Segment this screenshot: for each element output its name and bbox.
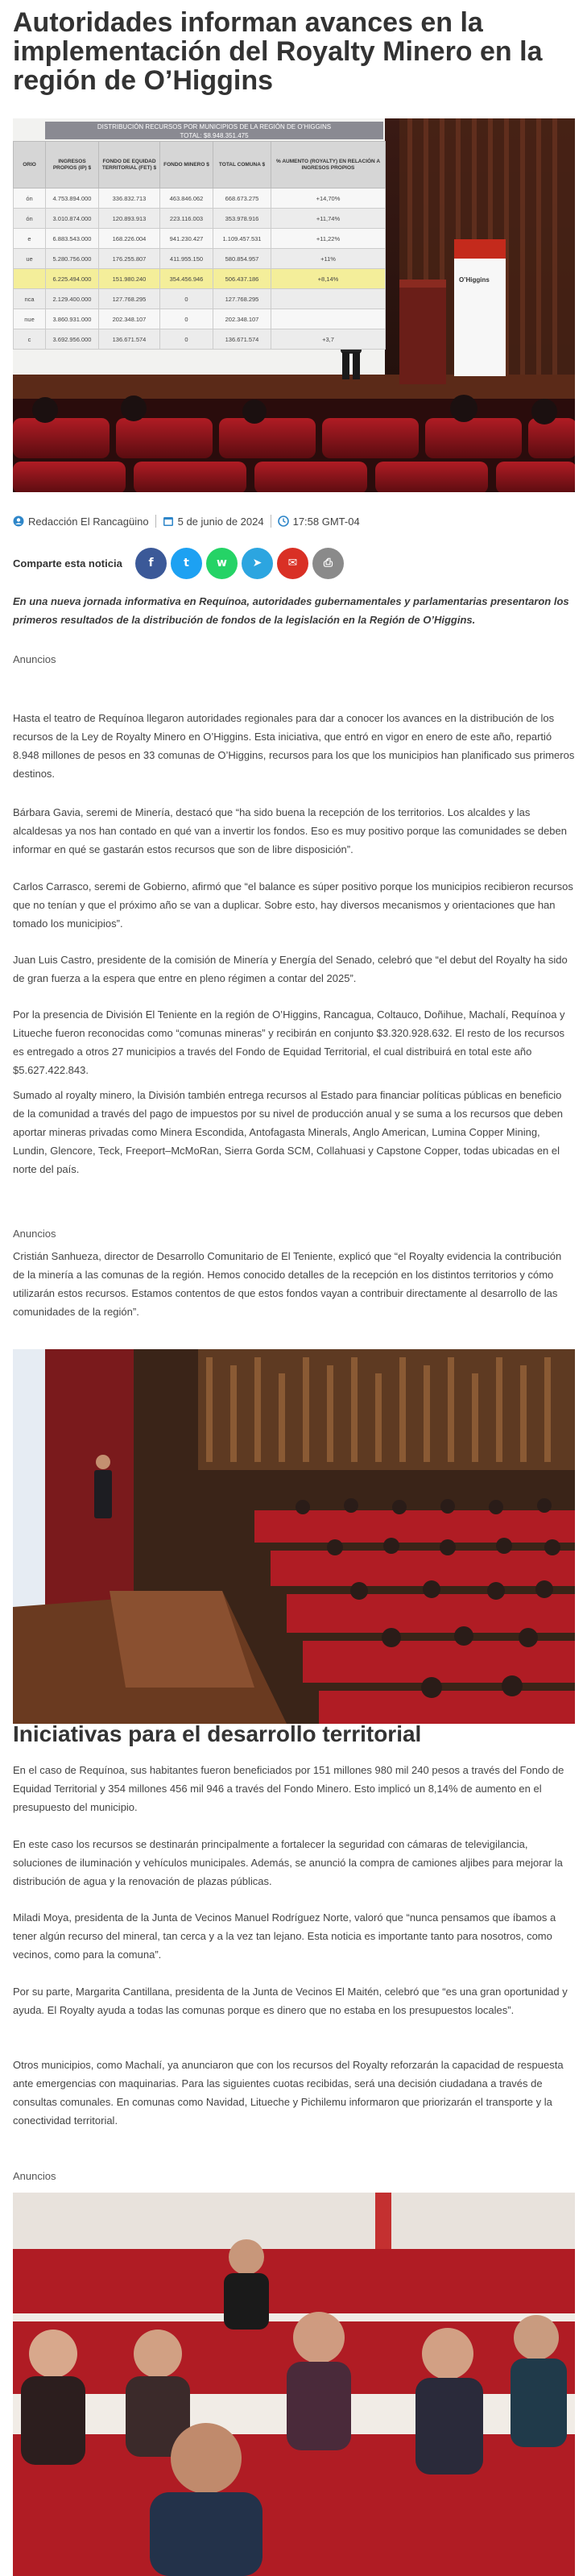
slide-cell: 941.230.427 [160, 229, 213, 249]
slide-cell: 668.673.275 [213, 188, 271, 209]
slide-cell: 506.437.186 [213, 269, 271, 289]
slide-cell: +11% [271, 249, 386, 269]
slide-title: DISTRIBUCIÓN RECURSOS POR MUNICIPIOS DE LA REGIÓN DE O’HIGGINS [97, 123, 332, 130]
slide-header-cell: % AUMENTO (ROYALTY) EN RELACIÓN A INGRESOS PROPIOS [271, 142, 386, 188]
slide-cell: nue [14, 309, 46, 329]
telegram-icon: ➤ [252, 557, 262, 569]
paragraph: Bárbara Gavia, seremi de Minería, destacó que “ha sido buena la recepción de los territorios. Los alcaldes y las alcaldesas ya nos han contado en qué van a invertir los fondos. Eso es muy positivo porque las comunidades se deben informar en qué se gastarán estos recursos que son de libre disposición”. [13, 806, 567, 855]
paragraph: En este caso los recursos se destinarán principalmente a fortalecer la seguridad con cámaras de televigilancia, soluciones de iluminación y vehículos municipales. Además, se anunció la compra de camiones aljibes para mejorar la distribución de agua y la renovación de plazas públicas. [13, 1838, 563, 1887]
paragraph: Miladi Moya, presidenta de la Junta de Vecinos Manuel Rodríguez Norte, valoró que “nunca pensamos que íbamos a tener algún recurso del mineral, tan cerca y a la vez tan lejano. Esta noticia es importante tanto para nosotros, como vecinos, como para la comuna”. [13, 1911, 556, 1961]
slide-table [13, 118, 385, 375]
slide-cell: 202.348.107 [213, 309, 271, 329]
paragraph: Carlos Carrasco, seremi de Gobierno, afirmó que “el balance es súper positivo porque los municipios recibieron recursos que no tenían y que el próximo año se van a duplicar. Sobre esto, hay diversos mecanismos y orientaciones que han tomado los municipios”. [13, 880, 573, 930]
telegram-share-button[interactable] [242, 548, 273, 579]
slide-cell: 127.768.295 [99, 289, 160, 309]
facebook-icon: f [148, 557, 154, 569]
ads-label: Anuncios [13, 1228, 56, 1240]
twitter-share-button[interactable] [171, 548, 202, 579]
slide-cell: 4.753.894.000 [46, 188, 99, 209]
slide-cell: 0 [160, 309, 213, 329]
paragraph: Hasta el teatro de Requínoa llegaron autoridades regionales para dar a conocer los avances en la distribución de los recursos de la Ley de Royalty Minero en O’Higgins. Esta iniciativa, que entró en vigor en enero de este año, repartió 8.948 millones de pesos en 33 comunas de O’Higgins, recursos para los que los municipios han planificado sus primeros destinos. [13, 712, 575, 780]
section-heading: Iniciativas para el desarrollo territorial [13, 1721, 422, 1746]
clock-icon [278, 516, 289, 527]
paragraph: Otros municipios, como Machalí, ya anunciaron que con los recursos del Royalty reforzarán la capacidad de respuesta ante emergencias con maquinarias. Para las siguientes cuotas recibidas, será una decisión ciudadana a través de consultas comunales. En comunas como Navidad, Litueche y Pichilemu informaron que priorizarán el transporte y la conectividad territorial. [13, 2059, 564, 2127]
slide-cell: +11,22% [271, 229, 386, 249]
slide-cell [14, 269, 46, 289]
email-share-button[interactable] [277, 548, 308, 579]
slide-cell: 168.226.004 [99, 229, 160, 249]
slide-header-cell: ORIO [14, 142, 46, 188]
slide-cell: 3.860.931.000 [46, 309, 99, 329]
hero-photo [13, 118, 575, 492]
slide-cell: 0 [160, 289, 213, 309]
slide-cell: 336.832.713 [99, 188, 160, 209]
slide-row [14, 188, 386, 209]
slide-cell: 2.129.400.000 [46, 289, 99, 309]
ads-label: Anuncios [13, 2170, 56, 2182]
slide-cell: 6.883.543.000 [46, 229, 99, 249]
theater-scene [13, 1349, 575, 1724]
whatsapp-icon: w [217, 557, 227, 569]
slide-data-table [13, 141, 386, 350]
slide-header-cell: INGRESOS PROPIOS (IP) $ [46, 142, 99, 188]
audience-closeup-photo [13, 2193, 575, 2576]
slide-cell: nca [14, 289, 46, 309]
slide-cell: 411.955.150 [160, 249, 213, 269]
slide-cell: +11,74% [271, 209, 386, 229]
slide-cell: +3,7 [271, 329, 386, 350]
twitter-icon: t [184, 557, 189, 569]
email-icon: ✉ [287, 557, 298, 569]
slide-row [14, 309, 386, 329]
slide-cell: c [14, 329, 46, 350]
slide-header-cell: FONDO DE EQUIDAD TERRITORIAL (FET) $ [99, 142, 160, 188]
audience-scene [13, 2193, 575, 2576]
paragraph: Por su parte, Margarita Cantillana, presidenta de la Junta de Vecinos El Maitén, celebró que “es una gran oportunidad y ayuda. El Royalty ayuda a todas las comunas porque es dinero que no estaba en los presupuestos locales”. [13, 1986, 568, 2016]
slide-row [14, 269, 386, 289]
author-name[interactable]: Redacción El Rancagüino [28, 515, 149, 528]
slide-cell: 136.671.574 [99, 329, 160, 350]
slide-cell: e [14, 229, 46, 249]
theater-audience-photo [13, 1349, 575, 1724]
article-meta [13, 513, 360, 529]
slide-cell: ón [14, 188, 46, 209]
slide-total: TOTAL: $8.948.351.475 [180, 132, 249, 139]
facebook-share-button[interactable] [135, 548, 167, 579]
slide-row [14, 249, 386, 269]
slide-cell: 176.255.807 [99, 249, 160, 269]
paragraph: Juan Luis Castro, presidente de la comisión de Minería y Energía del Senado, celebró que “el debut del Royalty ha sido de gran fuerza a la espera que entre en pleno régimen a contar del 2025”. [13, 954, 568, 984]
slide-banner-label: O’Higgins [459, 276, 490, 284]
slide-cell [271, 309, 386, 329]
slide-row [14, 289, 386, 309]
slide-header-cell: TOTAL COMUNA $ [213, 142, 271, 188]
slide-cell: 151.980.240 [99, 269, 160, 289]
slide-cell: 223.116.003 [160, 209, 213, 229]
publish-time: 17:58 GMT-04 [292, 515, 360, 528]
meta-divider [155, 515, 156, 528]
slide-header-cell: FONDO MINERO $ [160, 142, 213, 188]
paragraph: En el caso de Requínoa, sus habitantes fueron beneficiados por 151 millones 980 mil 240 pesos a través del Fondo de Equidad Territorial y 354 millones 456 mil 946 a través del Fondo Minero. Esto implicó un 8,14% de aumento en el presupuesto del municipio. [13, 1764, 564, 1813]
share-label: Comparte esta noticia [13, 557, 122, 569]
print-button[interactable] [312, 548, 344, 579]
slide-row [14, 229, 386, 249]
slide-cell: 1.109.457.531 [213, 229, 271, 249]
slide-cell: +14,70% [271, 188, 386, 209]
slide-row [14, 209, 386, 229]
paragraph: Por la presencia de División El Teniente en la región de O’Higgins, Rancagua, Coltauco, Doñihue, Machalí, Requínoa y Litueche fueron reconocidas como “comunas mineras” y recibirán en conjunto $3.320.928.632. El resto de los recursos es entregado a otros 27 municipios a través del Fondo de Equidad Territorial, el cual distribuirá en total este año $5.627.422.843. [13, 1008, 565, 1076]
slide-cell [271, 289, 386, 309]
slide-cell: +8,14% [271, 269, 386, 289]
share-bar [13, 546, 348, 580]
user-icon [13, 516, 24, 527]
slide-row [14, 329, 386, 350]
slide-cell: 127.768.295 [213, 289, 271, 309]
slide-cell: 3.010.874.000 [46, 209, 99, 229]
slide-cell: ón [14, 209, 46, 229]
calendar-icon [163, 516, 174, 527]
slide-cell: 354.456.946 [160, 269, 213, 289]
slide-cell: 463.846.062 [160, 188, 213, 209]
slide-cell: 353.978.916 [213, 209, 271, 229]
slide-cell: 202.348.107 [99, 309, 160, 329]
publish-date: 5 de junio de 2024 [177, 515, 264, 528]
whatsapp-share-button[interactable] [206, 548, 238, 579]
slide-cell: 6.225.494.000 [46, 269, 99, 289]
ads-label: Anuncios [13, 653, 56, 665]
article-lead: En una nueva jornada informativa en Requínoa, autoridades gubernamentales y parlamentarias presentaron los primeros resultados de la distribución de fondos de la legislación en la Región de O’Higgins. [13, 595, 569, 626]
slide-cell: 580.854.957 [213, 249, 271, 269]
slide-cell: 3.692.956.000 [46, 329, 99, 350]
slide-cell: 120.893.913 [99, 209, 160, 229]
paragraph: Cristián Sanhueza, director de Desarrollo Comunitario de El Teniente, explicó que “el Royalty evidencia la contribución de la minería a las comunas de la región. Hemos conocido detalles de la recepción en los distintos territorios y cómo utilizarán estos recursos. Estamos contentos de que estos fondos vayan a contribuir directamente al desarrollo de las comunidades de la región”. [13, 1250, 562, 1318]
paragraph: Sumado al royalty minero, la División también entrega recursos al Estado para financiar políticas públicas en beneficio de la comunidad a través del pago de impuestos por su nivel de producción anual y se suma a los recursos que deben aportar mineras privadas como Minera Escondida, Antofagasta Minerals, Anglo American, Lumina Copper Mining, Lundin, Glencore, Teck, Freeport–McMoRan, Sierra Gorda SCM, Collahuasi y Capstone Copper, todas ubicadas en el norte del país. [13, 1089, 563, 1175]
slide-cell: 136.671.574 [213, 329, 271, 350]
print-icon: ⎙ [323, 557, 333, 569]
article-title: Autoridades informan avances en la implementación del Royalty Minero en la región de O’Higgins [13, 7, 543, 96]
slide-cell: 5.280.756.000 [46, 249, 99, 269]
slide-cell: 0 [160, 329, 213, 350]
slide-cell: ue [14, 249, 46, 269]
